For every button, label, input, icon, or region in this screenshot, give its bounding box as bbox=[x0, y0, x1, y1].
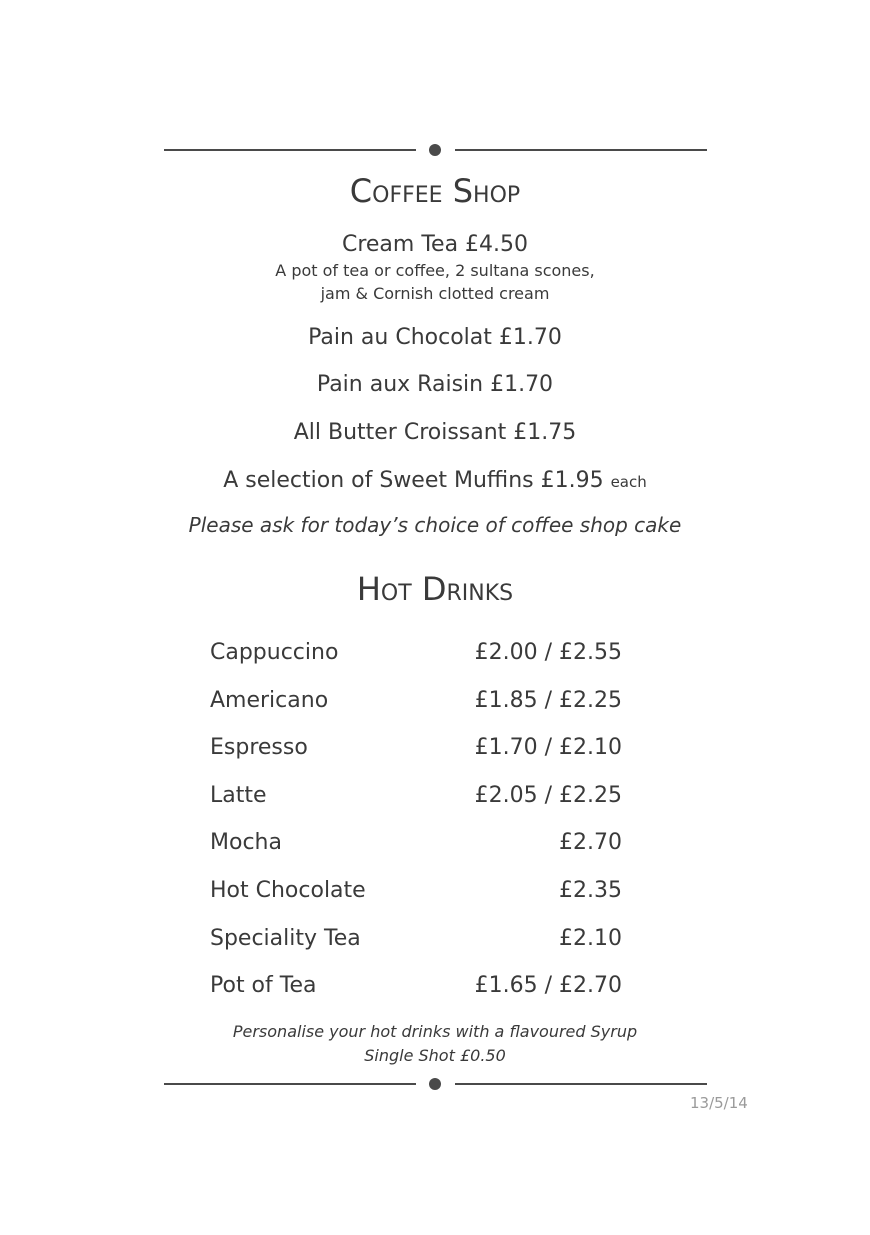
menu-item-croissant: All Butter Croissant £1.75 bbox=[293, 420, 577, 445]
drink-row-americano bbox=[210, 688, 622, 718]
drink-name: Speciality Tea bbox=[210, 926, 361, 951]
divider-line-right bbox=[455, 1083, 707, 1085]
drink-price: £2.05 / £2.25 bbox=[474, 783, 622, 808]
bottom-divider bbox=[164, 1078, 707, 1090]
drink-price: £1.65 / £2.70 bbox=[474, 973, 622, 998]
drink-row-hot-chocolate bbox=[210, 878, 622, 908]
divider-line-left bbox=[164, 1083, 416, 1085]
cream-tea-desc-line2: jam & Cornish clotted cream bbox=[320, 284, 550, 303]
drink-name: Mocha bbox=[210, 830, 282, 855]
drink-name: Espresso bbox=[210, 735, 308, 760]
drink-price: £1.70 / £2.10 bbox=[474, 735, 622, 760]
drink-row-espresso bbox=[210, 735, 622, 765]
divider-dot bbox=[429, 1078, 441, 1090]
drink-price: £2.35 bbox=[559, 878, 622, 903]
drink-name: Hot Chocolate bbox=[210, 878, 366, 903]
cream-tea-desc-line1: A pot of tea or coffee, 2 sultana scones, bbox=[275, 261, 595, 280]
divider-line-right bbox=[455, 149, 707, 151]
drink-row-cappuccino bbox=[210, 640, 622, 670]
drink-row-latte bbox=[210, 783, 622, 813]
drink-name: Americano bbox=[210, 688, 329, 713]
drink-name: Pot of Tea bbox=[210, 973, 317, 998]
coffee-shop-title: Coffee Shop bbox=[349, 172, 521, 210]
syrup-note-line2: Single Shot £0.50 bbox=[364, 1046, 506, 1065]
hot-drinks-title: Hot Drinks bbox=[356, 570, 514, 608]
syrup-note-line1: Personalise your hot drinks with a flavoured Syrup bbox=[232, 1022, 638, 1041]
menu-date: 13/5/14 bbox=[690, 1094, 748, 1112]
drink-row-mocha bbox=[210, 830, 622, 860]
muffins-label: A selection of Sweet Muffins £1.95 bbox=[223, 468, 604, 493]
drink-row-speciality-tea bbox=[210, 926, 622, 956]
drink-row-pot-of-tea bbox=[210, 973, 622, 1003]
divider-dot bbox=[429, 144, 441, 156]
drink-price: £2.10 bbox=[559, 926, 622, 951]
drink-name: Latte bbox=[210, 783, 267, 808]
divider-line-left bbox=[164, 149, 416, 151]
cake-note: Please ask for today’s choice of coffee shop cake bbox=[188, 513, 682, 537]
menu-item-pain-au-chocolat: Pain au Chocolat £1.70 bbox=[308, 325, 562, 350]
menu-item-pain-aux-raisin: Pain aux Raisin £1.70 bbox=[316, 372, 554, 397]
top-divider bbox=[164, 144, 707, 156]
cream-tea-label: Cream Tea £4.50 bbox=[341, 232, 529, 257]
drink-price: £1.85 / £2.25 bbox=[474, 688, 622, 713]
drink-name: Cappuccino bbox=[210, 640, 339, 665]
muffins-suffix: each bbox=[610, 473, 647, 491]
menu-item-muffins bbox=[0, 468, 870, 493]
drink-price: £2.00 / £2.55 bbox=[474, 640, 622, 665]
drink-price: £2.70 bbox=[559, 830, 622, 855]
